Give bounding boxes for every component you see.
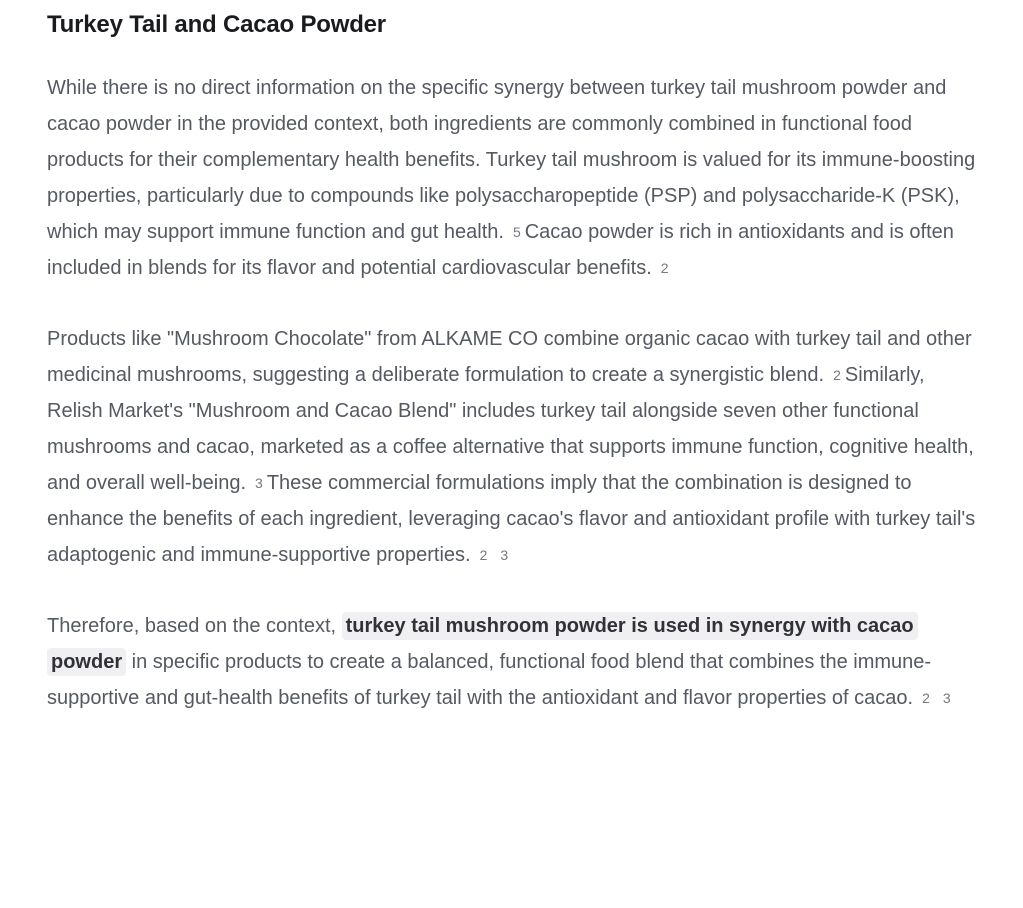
- citation-ref[interactable]: 3: [500, 547, 509, 563]
- answer-body: [47, 70, 979, 716]
- highlighted-answer-text: turkey tail mushroom powder is used in synergy with cacao powder: [47, 612, 918, 676]
- citation-ref[interactable]: 2: [833, 367, 841, 383]
- citation-ref[interactable]: 5: [512, 224, 521, 240]
- paragraph-text: Therefore, based on the context,: [47, 615, 342, 637]
- citation-ref[interactable]: 3: [255, 475, 263, 491]
- answer-title: Turkey Tail and Cacao Powder: [47, 11, 386, 38]
- citation-ref[interactable]: 2: [660, 260, 669, 276]
- paragraph-text: While there is no direct information on the specific synergy between turkey tail mushroom powder and cacao powder in the provided context, both ingredients are commonly combined in functional food products for their complementary health benefits. Turkey tail mushroom is valued for its immune-boosting properties, particularly due to compounds like polysaccharopeptide (PSP) and polysaccharide-K (PSK), which may support immune function and gut health.: [47, 77, 976, 243]
- answer-paragraph: [47, 70, 979, 286]
- answer-paragraph: [47, 321, 979, 573]
- paragraph-text: Similarly, Relish Market's "Mushroom and Cacao Blend" includes turkey tail alongside seven other functional mushrooms and cacao, marketed as a coffee alternative that supports immune function, cognitive health, and overall well-being.: [47, 364, 974, 494]
- paragraph-text: Products like "Mushroom Chocolate" from ALKAME CO combine organic cacao with turkey tail and other medicinal mushrooms, suggesting a deliberate formulation to create a synergistic blend.: [47, 328, 972, 386]
- citation-ref[interactable]: 3: [942, 690, 951, 706]
- citation-ref[interactable]: 2: [479, 547, 488, 563]
- paragraph-text: These commercial formulations imply that the combination is designed to enhance the benefits of each ingredient, leveraging cacao's flavor and antioxidant profile with turkey tail's adaptogenic and immune-supportive properties.: [47, 472, 976, 566]
- answer-paragraph: [47, 608, 979, 716]
- paragraph-text: in specific products to create a balanced, functional food blend that combines the immune-supportive and gut-health benefits of turkey tail with the antioxidant and flavor properties of cacao.: [47, 651, 932, 709]
- paragraph-text: Cacao powder is rich in antioxidants and is often included in blends for its flavor and potential cardiovascular benefits.: [47, 221, 954, 279]
- citation-ref[interactable]: 2: [922, 690, 930, 706]
